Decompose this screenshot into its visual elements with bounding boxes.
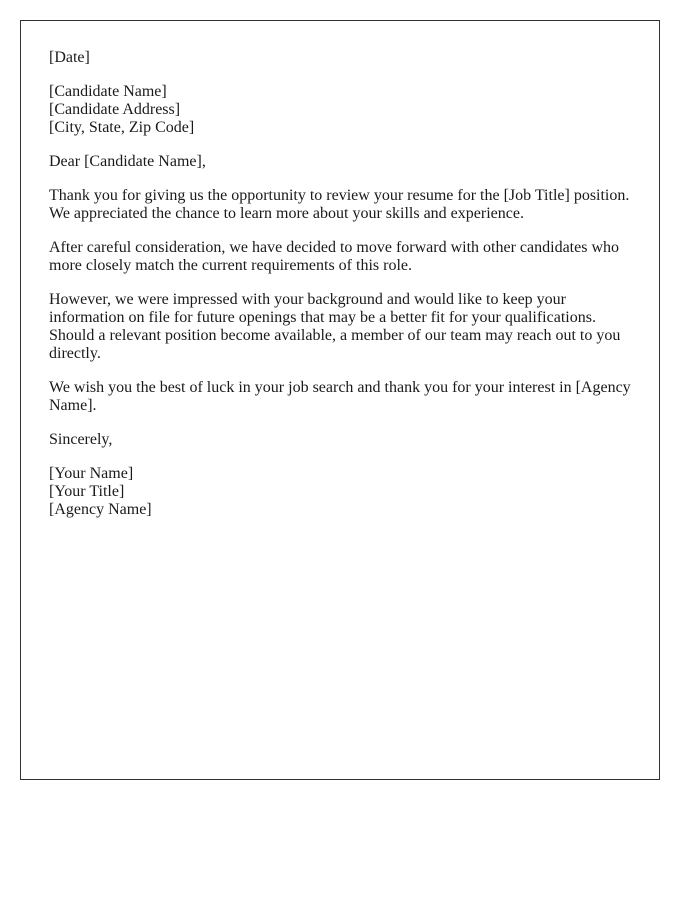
signature-name: [Your Name] [49, 465, 134, 482]
body-paragraph-1: Thank you for giving us the opportunity to review your resume for the [Job Title] position. We appreciated the chance to learn more about your skills and experience. [49, 187, 630, 222]
salutation: Dear [Candidate Name], [49, 153, 206, 170]
recipient-address: [Candidate Address] [49, 101, 181, 118]
recipient-name: [Candidate Name] [49, 83, 167, 100]
body-paragraph-2: After careful consideration, we have decided to move forward with other candidates who more closely match the current requirements of this role. [49, 239, 619, 274]
recipient-city-state-zip: [City, State, Zip Code] [49, 119, 195, 136]
body-paragraph-3: However, we were impressed with your background and would like to keep your information on file for future openings that may be a better fit for your qualifications. Should a relevant position become available, a member of our team may reach out to you directly. [49, 291, 621, 362]
closing: Sincerely, [49, 431, 113, 448]
letter-page [20, 20, 660, 780]
signature-title: [Your Title] [49, 483, 125, 500]
recipient-block [49, 83, 631, 137]
letter-date: [Date] [49, 49, 90, 66]
signature-agency: [Agency Name] [49, 501, 152, 518]
signature-block [49, 465, 631, 519]
body-paragraph-4: We wish you the best of luck in your job search and thank you for your interest in [Agency Name]. [49, 379, 631, 414]
